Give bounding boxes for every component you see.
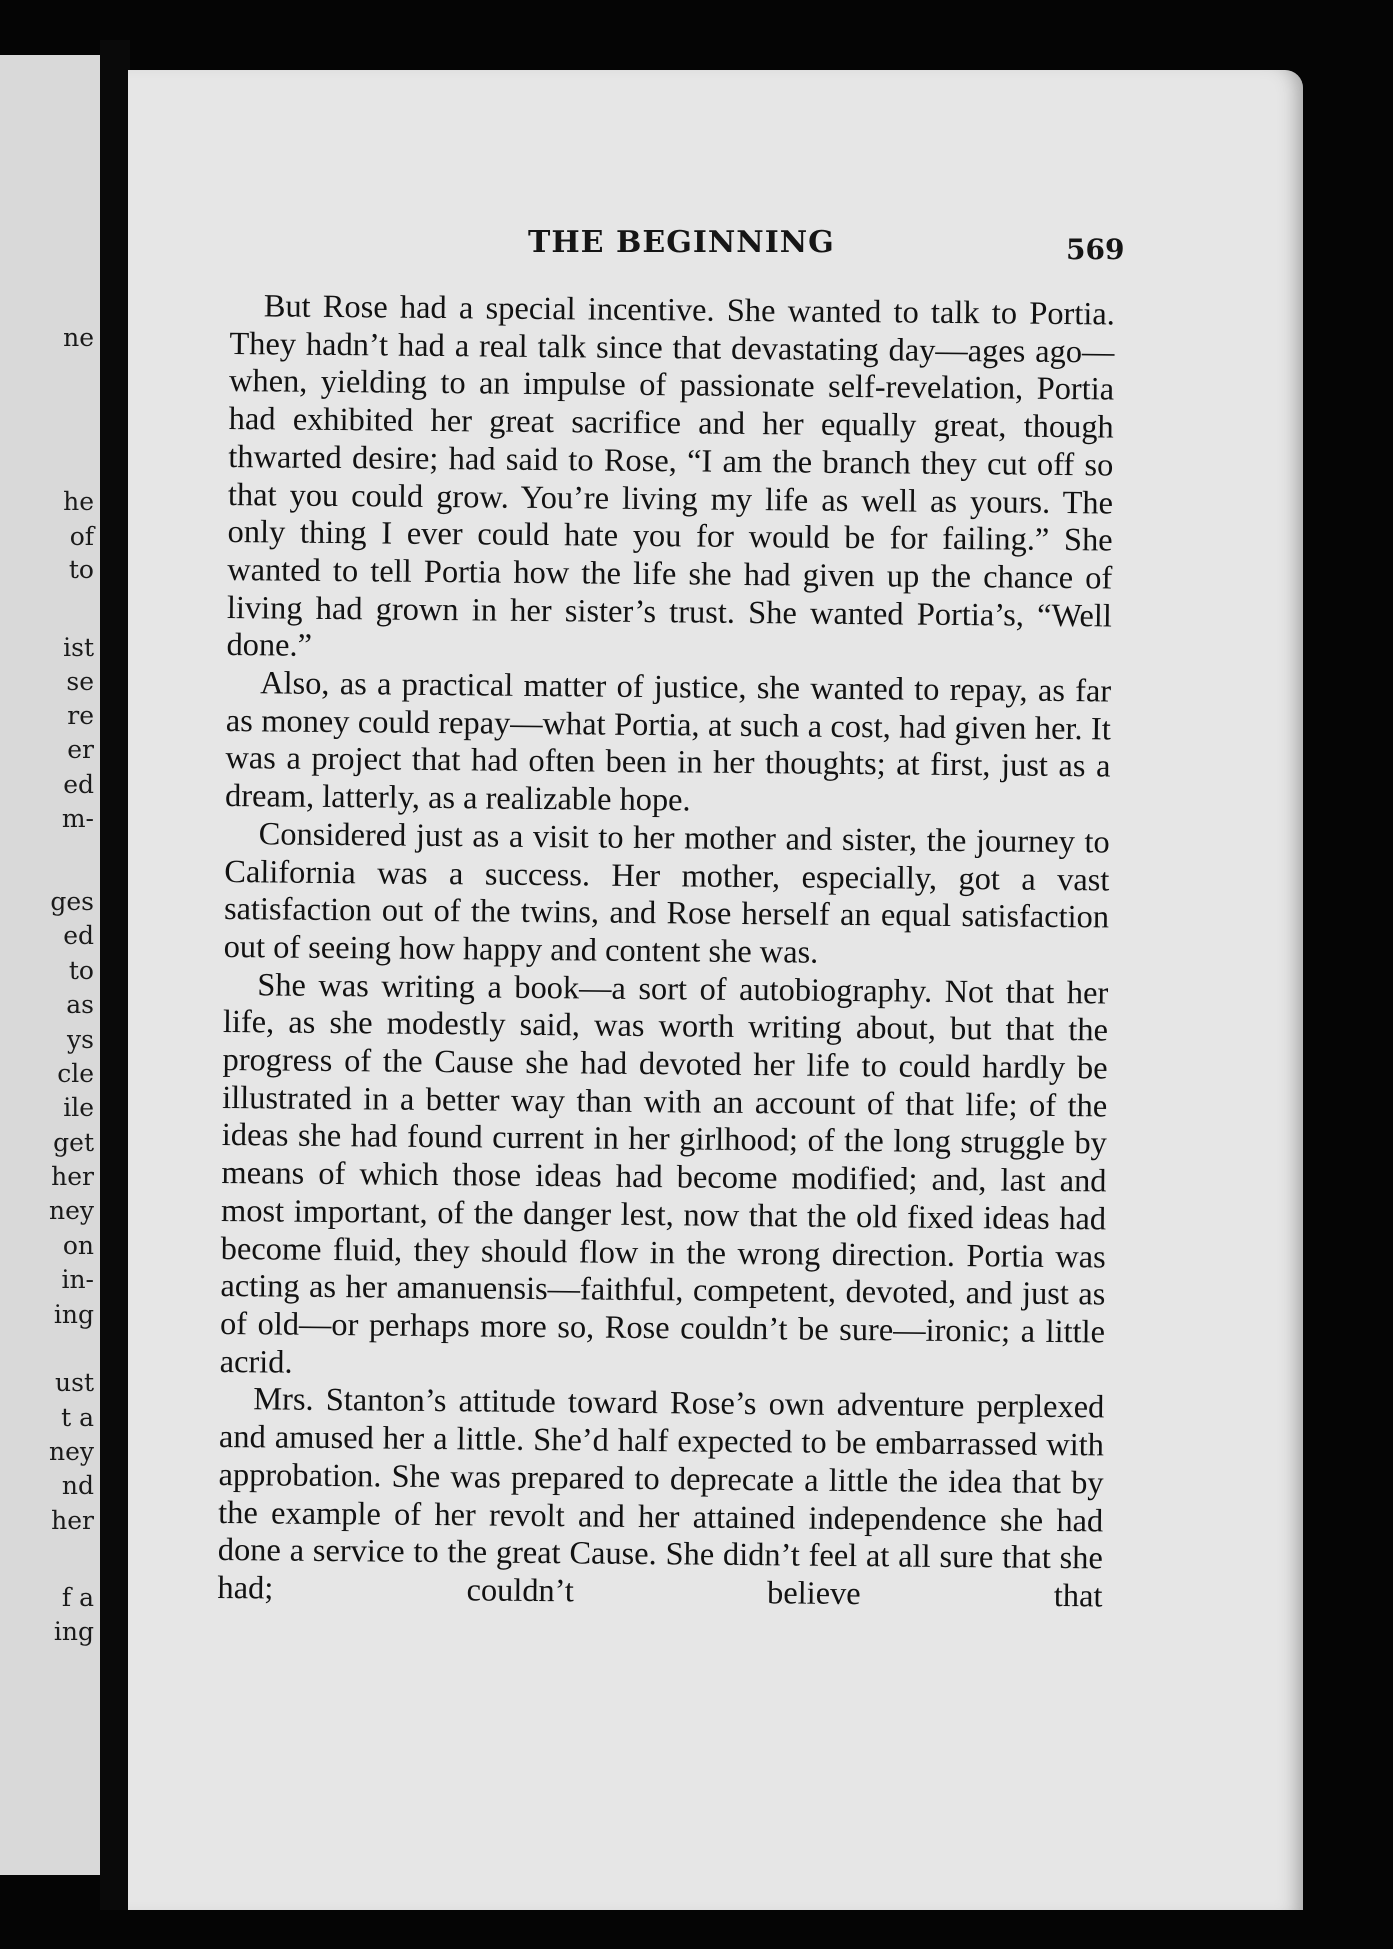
book-binding-gutter	[100, 40, 130, 1910]
book-page	[128, 70, 1303, 1910]
facing-line-fragment: ney	[48, 1437, 94, 1466]
paragraph: She was writing a book—a sort of autobiography. Not that her life, as she modestly said, was worth writing about, but that the progress of the Cause she had devoted her life to could hardly be illustrated in a better way than with an account of that life; of the ideas she had found current in her girlhood; of the long struggle by means of which those ideas had become modified; and, last and most important, of the danger lest, now that the old fixed ideas had become fluid, they should flow in the wrong direction. Portia was acting as her amanuensis—faithful, competent, devoted, and just as of old—or perhaps more so, Rose couldn’t be sure—ironic; a little acrid.	[219, 966, 1109, 1381]
facing-line-fragment: cle	[57, 1059, 94, 1088]
paragraph: Mrs. Stanton’s attitude toward Rose’s own adventure perplexed and amused her a little. She’d half expected to be embarrassed with approbation. She was prepared to deprecate a little the idea that by the example of her revolt and her attained independence she had done a service to the great Cause. She didn’t feel at all sure that she had; couldn’t believe that	[217, 1381, 1105, 1615]
facing-line-fragment: to	[68, 555, 94, 584]
facing-line-fragment: ys	[67, 1025, 94, 1054]
facing-line-fragment: on	[62, 1231, 94, 1260]
paragraph: Also, as a practical matter of justice, she wanted to repay, as far as money could repay—what Portia, at such a cost, had given her. It was a project that had often been in her thoughts; at first, just as a dream, latterly, as a realizable hope.	[224, 665, 1112, 819]
facing-line-fragment: f a	[61, 1583, 94, 1612]
facing-line-fragment: er	[67, 735, 94, 764]
running-title: THE BEGINNING	[528, 225, 835, 260]
facing-line-fragment: her	[51, 1506, 94, 1535]
facing-line-fragment: her	[51, 1162, 94, 1191]
facing-line-fragment: t a	[61, 1403, 94, 1432]
facing-line-fragment: ney	[48, 1196, 94, 1225]
facing-line-fragment: ing	[53, 1617, 94, 1646]
paragraph: But Rose had a special incentive. She wanted to talk to Portia. They hadn’t had a real talk since that devastating day—ages ago—when, yielding to an impulse of passionate self-revelation, Portia had exhibited her great sacrifice and her equally great, though thwarted desire; had said to Rose, “I am the branch they cut off so that you could grow. You’re living my life as well as yours. The only thing I ever could hate you for would be for failing.” She wanted to tell Portia how the life she had given up the chance of living had grown in her sister’s trust. She wanted Portia’s, “Well done.”	[226, 288, 1115, 665]
facing-line-fragment: ed	[63, 921, 94, 950]
facing-line-fragment: m-	[61, 804, 94, 833]
facing-line-fragment: nd	[61, 1471, 94, 1500]
facing-line-fragment: get	[53, 1128, 94, 1157]
facing-line-fragment: ges	[50, 887, 94, 916]
facing-line-fragment: ile	[63, 1093, 94, 1122]
facing-page-fragment	[0, 55, 100, 1875]
facing-line-fragment: of	[69, 522, 94, 551]
page-body-text	[217, 288, 1115, 1616]
facing-line-fragment: se	[66, 667, 94, 696]
facing-line-fragment: as	[66, 990, 94, 1019]
facing-line-fragment: ust	[55, 1368, 94, 1397]
facing-line-fragment: he	[63, 487, 94, 516]
facing-line-fragment: ne	[63, 323, 94, 352]
facing-line-fragment: ed	[63, 770, 94, 799]
facing-line-fragment: in-	[61, 1265, 94, 1294]
facing-line-fragment: ist	[63, 633, 94, 662]
paragraph: Considered just as a visit to her mother and sister, the journey to California was a success. Her mother, especially, got a vast satisfaction out of the twins, and Rose herself an equal satisfaction out of seeing how happy and content she was.	[223, 816, 1110, 971]
facing-line-fragment: ing	[53, 1300, 94, 1329]
facing-line-fragment: re	[67, 701, 94, 730]
facing-line-fragment: to	[68, 956, 94, 985]
page-number: 569	[1066, 233, 1125, 266]
